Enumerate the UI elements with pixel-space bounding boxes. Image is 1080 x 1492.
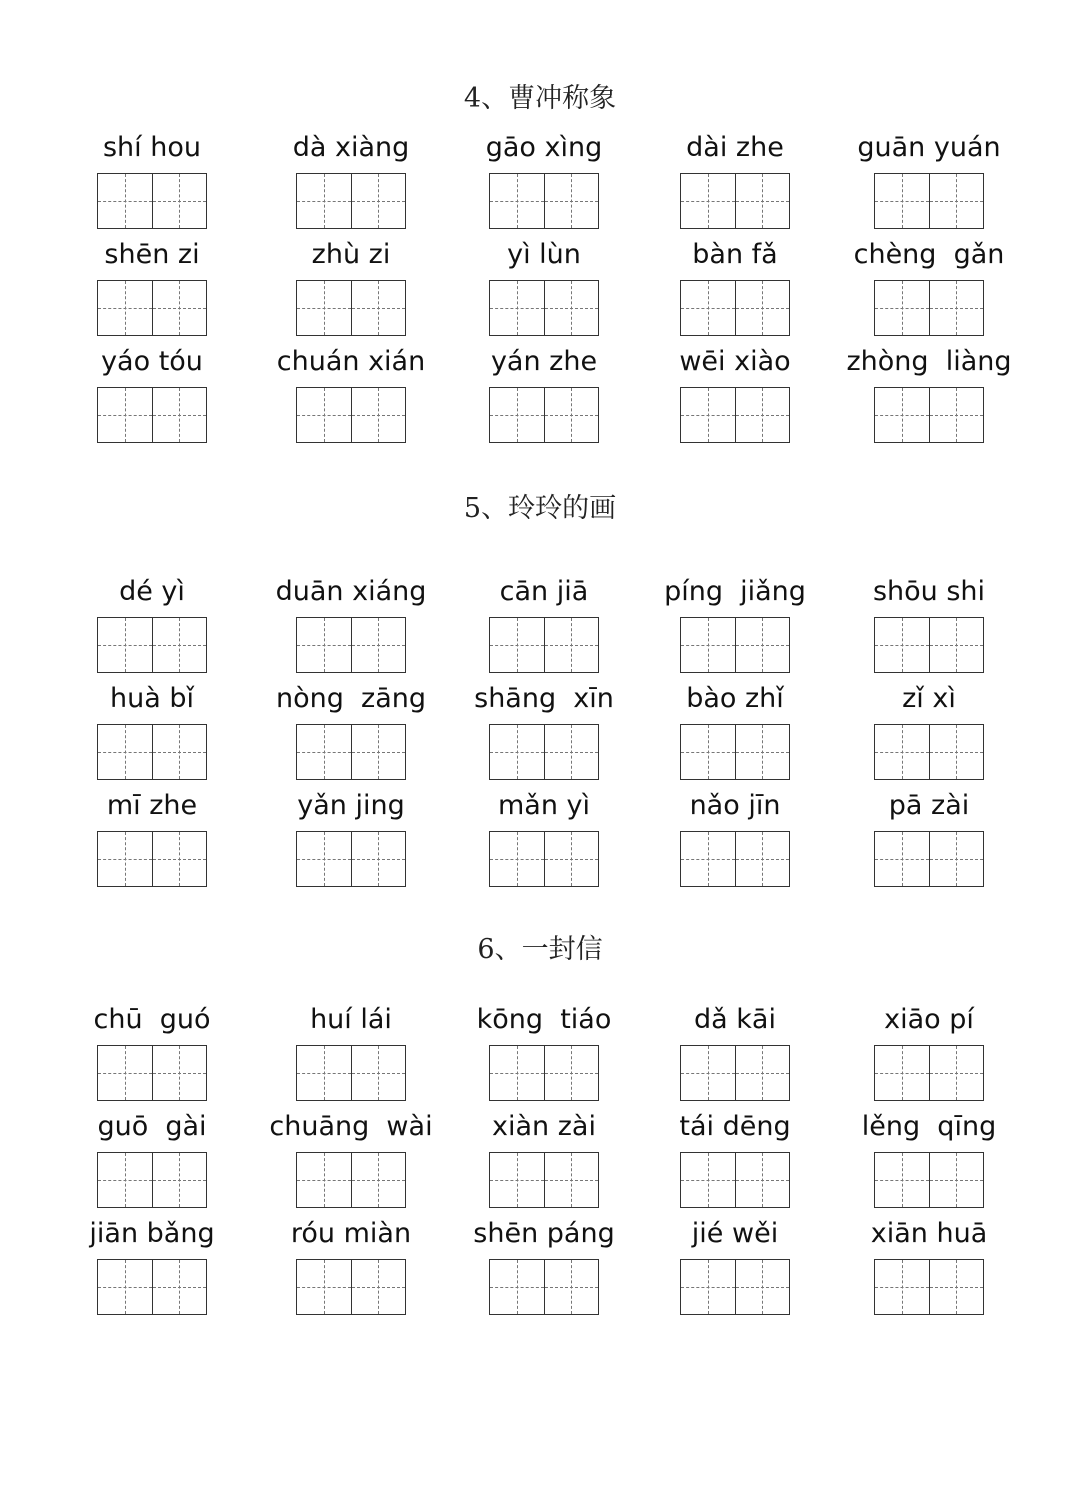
tianzige-box[interactable] xyxy=(296,387,352,443)
word-cell xyxy=(256,786,446,830)
writing-boxes[interactable] xyxy=(874,617,984,673)
word-cell xyxy=(640,235,830,279)
tianzige-box[interactable] xyxy=(545,1259,600,1315)
writing-boxes[interactable] xyxy=(97,1045,207,1101)
word-cell xyxy=(640,1107,830,1151)
tianzige-box[interactable] xyxy=(489,280,545,336)
word-cell xyxy=(57,1107,247,1151)
tianzige-box[interactable] xyxy=(545,387,600,443)
word-row xyxy=(0,1000,1080,1100)
writing-boxes[interactable] xyxy=(97,1259,207,1315)
writing-boxes[interactable] xyxy=(296,280,406,336)
word-row xyxy=(0,342,1080,442)
word-cell xyxy=(256,1000,446,1044)
pinyin-label: cān jiā xyxy=(499,576,589,607)
word-cell xyxy=(256,572,446,616)
pinyin-label: dé yì xyxy=(119,576,185,607)
word-cell xyxy=(449,786,639,830)
section-title-4: 4、曹冲称象 xyxy=(463,83,617,114)
pinyin-label: chuāng wài xyxy=(269,1111,433,1142)
pinyin-label: tái dēng xyxy=(679,1111,791,1142)
writing-boxes[interactable] xyxy=(874,387,984,443)
writing-boxes[interactable] xyxy=(97,173,207,229)
tianzige-box[interactable] xyxy=(930,173,985,229)
tianzige-box[interactable] xyxy=(930,617,985,673)
tianzige-box[interactable] xyxy=(545,280,600,336)
pinyin-label: píng jiǎng xyxy=(664,576,806,607)
section-title-5: 5、玲玲的画 xyxy=(463,493,617,524)
tianzige-box[interactable] xyxy=(680,1152,736,1208)
tianzige-box[interactable] xyxy=(680,831,736,887)
pinyin-label: shāng xīn xyxy=(474,683,614,714)
word-row xyxy=(0,572,1080,672)
writing-boxes[interactable] xyxy=(680,280,790,336)
word-cell xyxy=(449,679,639,723)
writing-boxes[interactable] xyxy=(296,387,406,443)
word-cell xyxy=(57,679,247,723)
tianzige-box[interactable] xyxy=(296,831,352,887)
tianzige-box[interactable] xyxy=(352,280,407,336)
writing-boxes[interactable] xyxy=(489,1259,599,1315)
tianzige-box[interactable] xyxy=(153,173,208,229)
tianzige-box[interactable] xyxy=(352,724,407,780)
pinyin-label: kōng tiáo xyxy=(476,1004,612,1035)
tianzige-box[interactable] xyxy=(153,617,208,673)
pinyin-label: guō gài xyxy=(97,1111,207,1142)
word-cell xyxy=(57,342,247,386)
word-cell xyxy=(449,1107,639,1151)
tianzige-box[interactable] xyxy=(930,1259,985,1315)
writing-boxes[interactable] xyxy=(296,173,406,229)
writing-boxes[interactable] xyxy=(680,1045,790,1101)
tianzige-box[interactable] xyxy=(489,1152,545,1208)
word-cell xyxy=(640,128,830,172)
pinyin-label: mī zhe xyxy=(106,790,198,821)
tianzige-box[interactable] xyxy=(545,1045,600,1101)
word-cell xyxy=(834,342,1024,386)
tianzige-box[interactable] xyxy=(874,387,930,443)
tianzige-box[interactable] xyxy=(489,724,545,780)
tianzige-box[interactable] xyxy=(97,1045,153,1101)
tianzige-box[interactable] xyxy=(296,724,352,780)
pinyin-label: bàn fǎ xyxy=(692,239,778,270)
tianzige-box[interactable] xyxy=(97,387,153,443)
pinyin-label: huí lái xyxy=(310,1004,392,1035)
word-cell xyxy=(449,128,639,172)
tianzige-box[interactable] xyxy=(97,280,153,336)
pinyin-label: pā zài xyxy=(888,790,970,821)
writing-boxes[interactable] xyxy=(97,1152,207,1208)
tianzige-box[interactable] xyxy=(680,387,736,443)
tianzige-box[interactable] xyxy=(736,617,791,673)
tianzige-box[interactable] xyxy=(874,831,930,887)
word-cell xyxy=(449,1214,639,1258)
word-row xyxy=(0,128,1080,228)
word-cell xyxy=(640,1000,830,1044)
writing-boxes[interactable] xyxy=(680,617,790,673)
pinyin-label: zhù zi xyxy=(311,239,391,270)
pinyin-label: bào zhǐ xyxy=(686,683,784,714)
tianzige-box[interactable] xyxy=(930,1045,985,1101)
word-cell xyxy=(256,1107,446,1151)
pinyin-label: shí hou xyxy=(102,132,201,163)
pinyin-label: chuán xián xyxy=(276,346,426,377)
word-cell xyxy=(57,572,247,616)
pinyin-label: shēn páng xyxy=(473,1218,615,1249)
writing-boxes[interactable] xyxy=(874,173,984,229)
tianzige-box[interactable] xyxy=(489,617,545,673)
word-cell xyxy=(834,1000,1024,1044)
pinyin-label: dài zhe xyxy=(686,132,784,163)
tianzige-box[interactable] xyxy=(97,173,153,229)
pinyin-label: dǎ kāi xyxy=(694,1004,776,1035)
tianzige-box[interactable] xyxy=(296,1045,352,1101)
word-cell xyxy=(256,342,446,386)
pinyin-label: mǎn yì xyxy=(497,790,591,821)
tianzige-box[interactable] xyxy=(153,724,208,780)
tianzige-box[interactable] xyxy=(930,387,985,443)
pinyin-label: guān yuán xyxy=(857,132,1001,163)
writing-boxes[interactable] xyxy=(296,617,406,673)
writing-boxes[interactable] xyxy=(489,1152,599,1208)
writing-boxes[interactable] xyxy=(680,173,790,229)
writing-boxes[interactable] xyxy=(489,1045,599,1101)
pinyin-label: xiàn zài xyxy=(492,1111,596,1142)
tianzige-box[interactable] xyxy=(489,173,545,229)
word-cell xyxy=(834,786,1024,830)
writing-boxes[interactable] xyxy=(489,724,599,780)
word-cell xyxy=(640,572,830,616)
pinyin-label: wēi xiào xyxy=(679,346,791,377)
tianzige-box[interactable] xyxy=(736,831,791,887)
pinyin-label: yì lùn xyxy=(507,239,581,270)
pinyin-label: chèng gǎn xyxy=(853,239,1005,270)
tianzige-box[interactable] xyxy=(874,173,930,229)
pinyin-label: shēn zi xyxy=(104,239,200,270)
pinyin-label: yǎn jing xyxy=(297,790,405,821)
word-cell xyxy=(57,235,247,279)
pinyin-label: duān xiáng xyxy=(275,576,427,607)
tianzige-box[interactable] xyxy=(97,617,153,673)
word-cell xyxy=(640,679,830,723)
tianzige-box[interactable] xyxy=(296,617,352,673)
tianzige-box[interactable] xyxy=(296,1152,352,1208)
section-title-6: 6、一封信 xyxy=(477,934,603,965)
tianzige-box[interactable] xyxy=(680,724,736,780)
writing-boxes[interactable] xyxy=(489,173,599,229)
writing-boxes[interactable] xyxy=(874,280,984,336)
pinyin-label: lěng qīng xyxy=(861,1111,997,1142)
tianzige-box[interactable] xyxy=(680,617,736,673)
word-cell xyxy=(256,679,446,723)
pinyin-label: jiān bǎng xyxy=(89,1218,215,1249)
tianzige-box[interactable] xyxy=(296,1259,352,1315)
tianzige-box[interactable] xyxy=(296,173,352,229)
writing-boxes[interactable] xyxy=(296,724,406,780)
word-cell xyxy=(256,1214,446,1258)
writing-boxes[interactable] xyxy=(97,724,207,780)
tianzige-box[interactable] xyxy=(153,1259,208,1315)
word-cell xyxy=(834,1107,1024,1151)
tianzige-box[interactable] xyxy=(736,387,791,443)
tianzige-box[interactable] xyxy=(680,1259,736,1315)
writing-boxes[interactable] xyxy=(296,1045,406,1101)
tianzige-box[interactable] xyxy=(736,1152,791,1208)
tianzige-box[interactable] xyxy=(930,1152,985,1208)
writing-boxes[interactable] xyxy=(680,724,790,780)
writing-boxes[interactable] xyxy=(97,831,207,887)
writing-boxes[interactable] xyxy=(489,831,599,887)
tianzige-box[interactable] xyxy=(352,1152,407,1208)
tianzige-box[interactable] xyxy=(97,1152,153,1208)
tianzige-box[interactable] xyxy=(153,1045,208,1101)
tianzige-box[interactable] xyxy=(874,1045,930,1101)
writing-boxes[interactable] xyxy=(296,831,406,887)
word-cell xyxy=(640,342,830,386)
word-cell xyxy=(57,128,247,172)
word-cell xyxy=(449,235,639,279)
pinyin-label: yán zhe xyxy=(490,346,598,377)
tianzige-box[interactable] xyxy=(352,831,407,887)
tianzige-box[interactable] xyxy=(153,280,208,336)
word-cell xyxy=(834,235,1024,279)
tianzige-box[interactable] xyxy=(874,1152,930,1208)
writing-boxes[interactable] xyxy=(97,280,207,336)
word-row xyxy=(0,235,1080,335)
word-cell xyxy=(449,572,639,616)
tianzige-box[interactable] xyxy=(736,173,791,229)
tianzige-box[interactable] xyxy=(545,617,600,673)
tianzige-box[interactable] xyxy=(153,831,208,887)
pinyin-label: zǐ xì xyxy=(902,683,956,714)
word-row xyxy=(0,1214,1080,1314)
pinyin-label: jié wěi xyxy=(691,1218,779,1249)
tianzige-box[interactable] xyxy=(680,1045,736,1101)
tianzige-box[interactable] xyxy=(545,724,600,780)
tianzige-box[interactable] xyxy=(930,831,985,887)
tianzige-box[interactable] xyxy=(296,280,352,336)
tianzige-box[interactable] xyxy=(736,724,791,780)
word-cell xyxy=(834,1214,1024,1258)
writing-boxes[interactable] xyxy=(680,831,790,887)
tianzige-box[interactable] xyxy=(680,173,736,229)
word-cell xyxy=(640,1214,830,1258)
writing-boxes[interactable] xyxy=(489,387,599,443)
word-cell xyxy=(57,1000,247,1044)
pinyin-label: xiān huā xyxy=(870,1218,988,1249)
pinyin-label: róu miàn xyxy=(290,1218,412,1249)
tianzige-box[interactable] xyxy=(97,1259,153,1315)
word-cell xyxy=(449,1000,639,1044)
pinyin-label: nǎo jīn xyxy=(689,790,781,821)
word-cell xyxy=(834,572,1024,616)
tianzige-box[interactable] xyxy=(97,831,153,887)
tianzige-box[interactable] xyxy=(352,387,407,443)
writing-boxes[interactable] xyxy=(874,724,984,780)
word-cell xyxy=(256,235,446,279)
word-row xyxy=(0,679,1080,779)
tianzige-box[interactable] xyxy=(545,173,600,229)
writing-boxes[interactable] xyxy=(680,1259,790,1315)
writing-boxes[interactable] xyxy=(874,1152,984,1208)
writing-boxes[interactable] xyxy=(296,1259,406,1315)
tianzige-box[interactable] xyxy=(489,831,545,887)
tianzige-box[interactable] xyxy=(874,1259,930,1315)
word-cell xyxy=(256,128,446,172)
tianzige-box[interactable] xyxy=(153,1152,208,1208)
writing-boxes[interactable] xyxy=(97,387,207,443)
writing-boxes[interactable] xyxy=(680,1152,790,1208)
word-row xyxy=(0,1107,1080,1207)
pinyin-label: dà xiàng xyxy=(292,132,410,163)
writing-boxes[interactable] xyxy=(874,1259,984,1315)
tianzige-box[interactable] xyxy=(352,617,407,673)
tianzige-box[interactable] xyxy=(489,1259,545,1315)
word-cell xyxy=(834,128,1024,172)
writing-boxes[interactable] xyxy=(680,387,790,443)
tianzige-box[interactable] xyxy=(545,1152,600,1208)
tianzige-box[interactable] xyxy=(352,1259,407,1315)
writing-boxes[interactable] xyxy=(97,617,207,673)
writing-boxes[interactable] xyxy=(489,617,599,673)
word-cell xyxy=(57,1214,247,1258)
word-row xyxy=(0,786,1080,886)
tianzige-box[interactable] xyxy=(153,387,208,443)
tianzige-box[interactable] xyxy=(874,280,930,336)
tianzige-box[interactable] xyxy=(736,1259,791,1315)
pinyin-label: shōu shi xyxy=(872,576,986,607)
writing-boxes[interactable] xyxy=(489,280,599,336)
pinyin-label: gāo xìng xyxy=(485,132,603,163)
word-cell xyxy=(834,679,1024,723)
word-cell xyxy=(57,786,247,830)
word-cell xyxy=(449,342,639,386)
tianzige-box[interactable] xyxy=(930,724,985,780)
tianzige-box[interactable] xyxy=(680,280,736,336)
tianzige-box[interactable] xyxy=(874,724,930,780)
writing-boxes[interactable] xyxy=(296,1152,406,1208)
writing-boxes[interactable] xyxy=(874,831,984,887)
writing-boxes[interactable] xyxy=(874,1045,984,1101)
pinyin-label: huà bǐ xyxy=(110,683,194,714)
tianzige-box[interactable] xyxy=(874,617,930,673)
pinyin-label: xiāo pí xyxy=(884,1004,974,1035)
word-cell xyxy=(640,786,830,830)
tianzige-box[interactable] xyxy=(545,831,600,887)
tianzige-box[interactable] xyxy=(489,1045,545,1101)
tianzige-box[interactable] xyxy=(352,173,407,229)
pinyin-label: yáo tóu xyxy=(101,346,203,377)
tianzige-box[interactable] xyxy=(736,1045,791,1101)
pinyin-label: nòng zāng xyxy=(275,683,427,714)
pinyin-label: chū guó xyxy=(93,1004,211,1035)
tianzige-box[interactable] xyxy=(489,387,545,443)
tianzige-box[interactable] xyxy=(352,1045,407,1101)
pinyin-label: zhòng liàng xyxy=(846,346,1012,377)
tianzige-box[interactable] xyxy=(97,724,153,780)
tianzige-box[interactable] xyxy=(736,280,791,336)
tianzige-box[interactable] xyxy=(930,280,985,336)
